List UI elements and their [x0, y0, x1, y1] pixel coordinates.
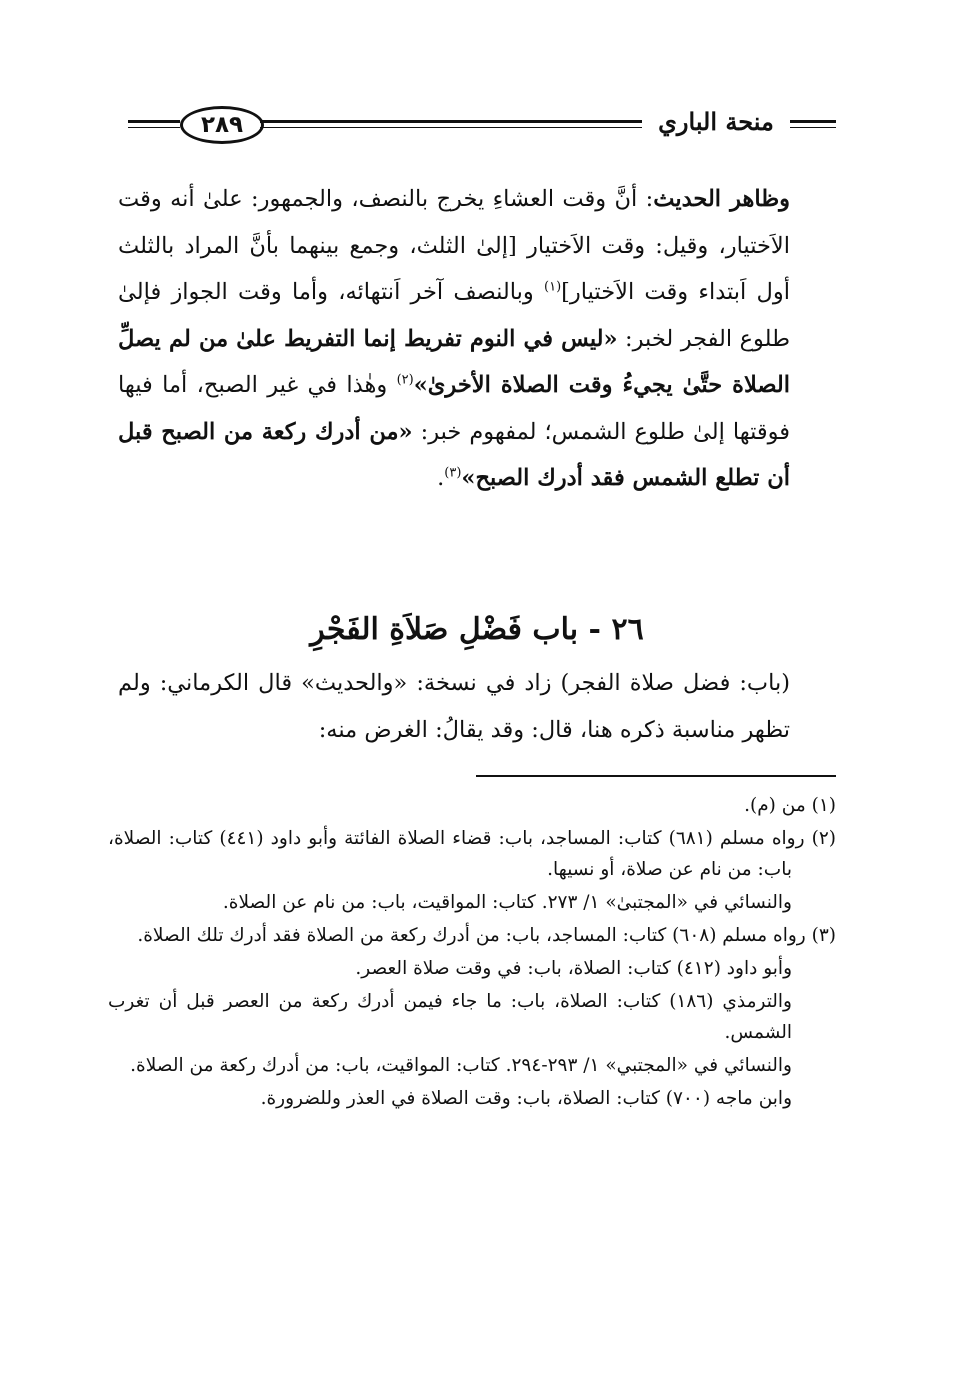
- footnote-3-continued: وابن ماجه (٧٠٠) كتاب: الصلاة، باب: وقت الصلاة في العذر وللضرورة.: [260, 1088, 792, 1109]
- body-paragraph: [118, 176, 836, 502]
- chapter-paragraph: [118, 660, 836, 753]
- footnote-3: (٣) رواه مسلم (٦٠٨) كتاب: المساجد، باب: من أدرك ركعة من الصلاة فقد أدرك تلك الصلاة.: [137, 925, 836, 946]
- chapter-heading: ٢٦ - باب فَضْلِ صَلاَةِ الفَجْرِ: [310, 612, 644, 647]
- footnotes: [108, 790, 836, 1116]
- text-run: : أنَّ وقت العشاءِ يخرج بالنصف، والجمهور: علىٰ أنه وقت الاَختيار، وقيل: وقت الاَختيار [إلىٰ الثلث، وجمع بينهما بأنَّ المراد بالثلث أول اَبتداء وقت الاَختيار]: [118, 186, 790, 305]
- footnote-3-continued: والنسائي في «المجتبي» ١/ ٢٩٣-٢٩٤. كتاب: المواقيت، باب: من أدرك ركعة من الصلاة.: [130, 1055, 792, 1076]
- bold-term: وظاهر الحديث: [653, 186, 791, 212]
- running-title: منحة الباري: [658, 107, 774, 136]
- footnote-divider: [476, 775, 836, 777]
- hadith-quote: «من أدرك ركعة من الصبح قبل أن تطلع الشمس فقد أدرك الصبح»: [118, 418, 790, 491]
- footnote-1: (١) من (م).: [744, 795, 836, 816]
- text-run: .: [437, 465, 445, 491]
- hadith-quote: «ليس في النوم تفريط إنما التفريط علىٰ من لم يصلِّ الصلاة حتَّىٰ يجيءُ وقت الصلاة الأخرىٰ»: [118, 325, 790, 398]
- page-number: ٢٨٩: [180, 106, 264, 144]
- text-run: وهٰذا في غير الصبح، أما فيها فوقتها إلىٰ طلوع الشمس؛ لمفهوم خبر:: [118, 372, 791, 445]
- footnote-3-continued: وأبو داود (٤١٢) كتاب: الصلاة، باب: في وقت صلاة العصر.: [355, 958, 792, 979]
- footnote-3-continued: والترمذي (١٨٦) كتاب: الصلاة، باب: ما جاء فيمن أدرك ركعة من العصر قبل أن تغرب الشمس.: [108, 991, 792, 1043]
- footnote-ref-1: (١): [544, 279, 562, 295]
- paragraph-2: (باب: فضل صلاة الفجر) زاد في نسخة: «والحديث» قال الكرماني: ولم تظهر مناسبة ذكره هنا، قال: وقد يقالُ: الغرض منه:: [118, 670, 790, 743]
- paragraph-1: [118, 176, 836, 502]
- footnote-2: (٢) رواه مسلم (٦٨١) كتاب: المساجد، باب: قضاء الصلاة الفائتة وأبو داود (٤٤١) كتاب: الصلاة، باب: من نام عن صلاة، أو نسيها.: [108, 828, 836, 880]
- header-rule-middle: [260, 120, 642, 128]
- header-rule-left: [128, 120, 180, 128]
- text-run: وبالنصف آخر اَنتهائه، وأما وقت الجواز فإلىٰ طلوع الفجر لخبر:: [118, 279, 790, 352]
- running-header: [128, 98, 836, 148]
- footnote-ref-3: (٣): [444, 465, 462, 481]
- footnote-2-continued: والنسائي في «المجتبىٰ» ١/ ٢٧٣. كتاب: المواقيت، باب: من نام عن الصلاة.: [222, 892, 792, 913]
- header-rule-right: [790, 120, 836, 128]
- footnote-ref-2: (٢): [396, 372, 414, 388]
